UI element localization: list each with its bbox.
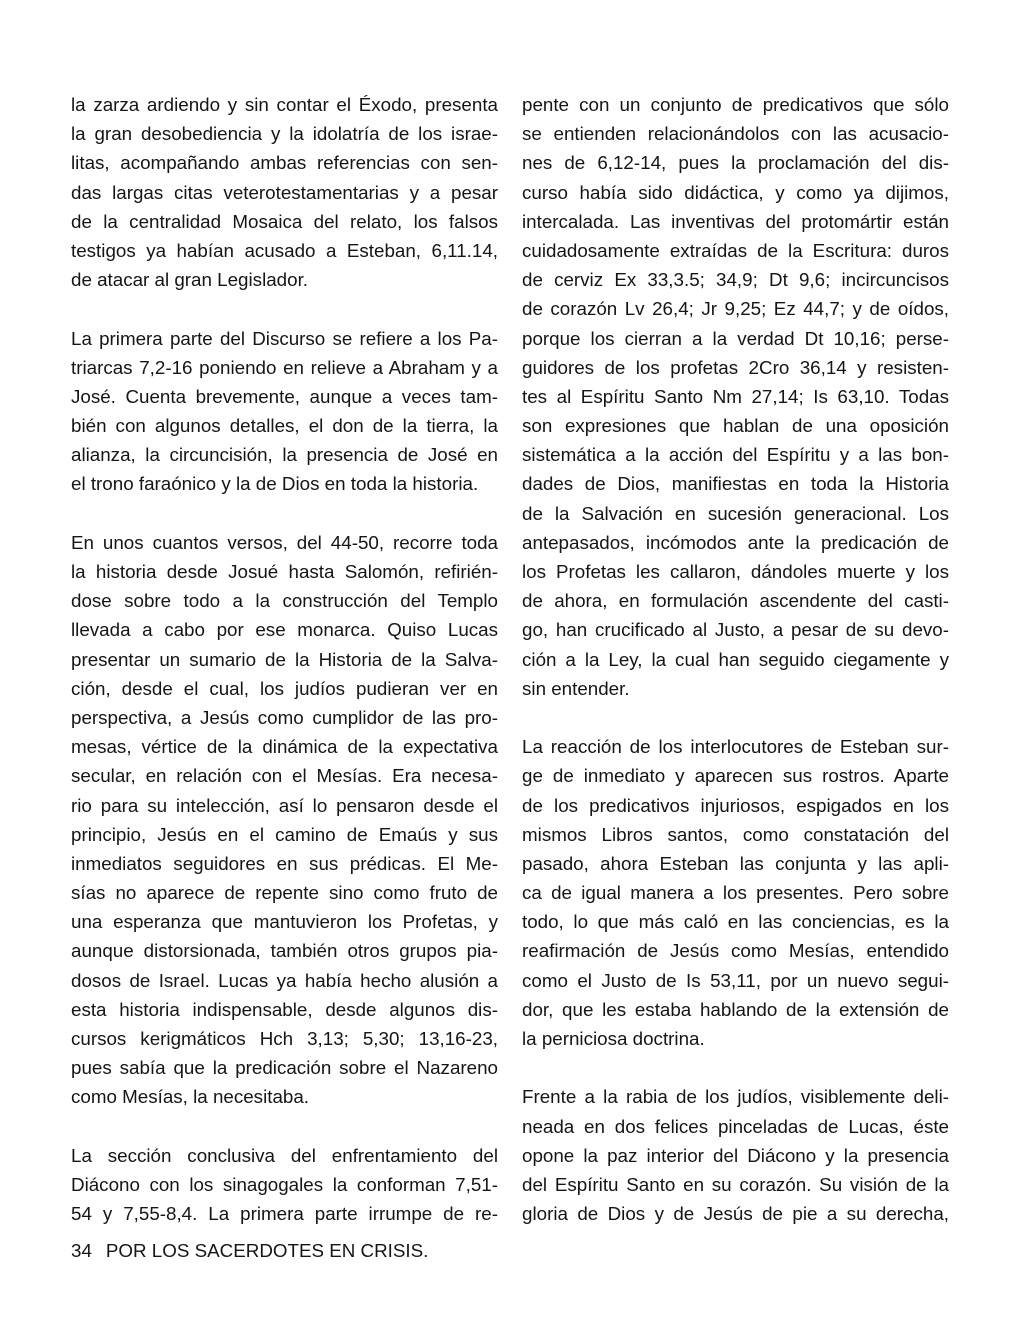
text-line: el trono faraónico y la de Dios en toda la historia. [71, 473, 479, 495]
text-line: de atacar al gran Legislador. [71, 269, 309, 291]
paragraph [522, 90, 949, 703]
text-line: dose sobre todo a la construcción del Templo [71, 590, 498, 612]
text-line: de cerviz Ex 33,3.5; 34,9; Dt 9,6; incircuncisos [522, 269, 949, 291]
text-line: go, han crucificado al Justo, a pesar de su devo- [522, 619, 949, 641]
page-footer [71, 1236, 428, 1265]
text-line: los Profetas les callaron, dándoles muerte y los [522, 561, 949, 582]
text-line: rio para su intelección, así lo pensaron desde el [71, 794, 498, 816]
text-line: triarcas 7,2-16 poniendo en relieve a Abraham y a [71, 356, 498, 378]
text-line: ción a la Ley, la cual han seguido ciegamente y [522, 648, 949, 670]
text-line: das largas citas veterotestamentarias y a pesar [71, 181, 498, 203]
text-line: cuidadosamente extraídas de la Escritura: duros [522, 239, 949, 261]
text-line: sías no aparece de repente sino como fruto de [71, 882, 498, 904]
text-line: opone la paz interior del Diácono y la presencia [522, 1144, 949, 1166]
right-column [522, 90, 949, 1258]
text-line: la perniciosa doctrina. [522, 1028, 705, 1049]
text-line: La sección conclusiva del enfrentamiento del [71, 1144, 498, 1166]
text-line: nes de 6,12-14, pues la proclamación del dis- [522, 152, 949, 174]
text-line: secular, en relación con el Mesías. Era necesa- [71, 765, 498, 787]
text-line: alianza, la circuncisión, la presencia de José en [71, 444, 498, 466]
text-line: pasado, ahora Esteban las conjunta y las apli- [522, 852, 949, 874]
text-line: dor, que les estaba hablando de la extensión de [522, 998, 949, 1020]
text-line: neada en dos felices pinceladas de Lucas, éste [522, 1115, 949, 1137]
text-line: aunque distorsionada, también otros grupos pia- [71, 940, 498, 962]
text-line: José. Cuenta brevemente, aunque a veces tam- [71, 385, 498, 407]
text-line: esta historia indispensable, desde algunos dis- [71, 998, 498, 1020]
text-line: de ahora, en formulación ascendente del casti- [522, 590, 949, 612]
text-line: intercalada. Las inventivas del protomártir están [522, 210, 949, 232]
paragraph [71, 528, 498, 1112]
text-line: dosos de Israel. Lucas ya había hecho alusión a [71, 969, 498, 991]
text-line: como el Justo de Is 53,11, por un nuevo segui- [522, 969, 949, 991]
page-number: 34 [71, 1240, 92, 1261]
text-line: todo, lo que más caló en las conciencias, es la [522, 911, 949, 933]
paragraph [71, 1141, 498, 1229]
text-line: tes al Espíritu Santo Nm 27,14; Is 63,10. Todas [522, 385, 949, 407]
text-line: la gran desobediencia y la idolatría de los israe- [71, 123, 498, 145]
text-line: ción, desde el cual, los judíos pudieran ver en [71, 677, 498, 699]
text-line: la historia desde Josué hasta Salomón, refirién- [71, 561, 498, 582]
text-line: gloria de Dios y de Jesús de pie a su derecha, [522, 1203, 949, 1225]
text-line: testigos ya habían acusado a Esteban, 6,11.14, [71, 239, 498, 261]
text-line: curso había sido didáctica, y como ya dijimos, [522, 181, 949, 203]
paragraph [522, 732, 949, 1053]
text-line: ca de igual manera a los presentes. Pero sobre [522, 882, 949, 904]
text-line: porque los cierran a la verdad Dt 10,16; perse- [522, 327, 949, 349]
text-line: pente con un conjunto de predicativos que sólo [522, 94, 949, 115]
text-line: mismos Libros santos, como constatación del [522, 823, 949, 845]
text-line: de la Salvación en sucesión generacional. Los [522, 502, 949, 524]
text-line: sin entender. [522, 677, 630, 699]
text-line: sistemática a la acción del Espíritu y a las bon- [522, 444, 949, 466]
text-line: como Mesías, la necesitaba. [71, 1086, 310, 1108]
paragraph [71, 324, 498, 499]
text-line: Diácono con los sinagogales la conforman 7,51- [71, 1173, 498, 1195]
text-line: una esperanza que mantuvieron los Profetas, y [71, 911, 498, 933]
text-line: inmediatos seguidores en sus prédicas. El Me- [71, 852, 498, 874]
text-line: guidores de los profetas 2Cro 36,14 y resisten- [522, 356, 949, 378]
text-line: dades de Dios, manifiestas en toda la Historia [522, 473, 949, 495]
text-line: cursos kerigmáticos Hch 3,13; 5,30; 13,16-23, [71, 1028, 498, 1049]
text-line: La reacción de los interlocutores de Esteban sur- [522, 736, 949, 758]
text-line: En unos cuantos versos, del 44-50, recorre toda [71, 531, 498, 553]
text-line: reafirmación de Jesús como Mesías, entendido [522, 940, 949, 962]
text-line: de corazón Lv 26,4; Jr 9,25; Ez 44,7; y de oídos, [522, 298, 949, 320]
text-line: se entienden relacionándolos con las acusacio- [522, 123, 949, 145]
text-line: son expresiones que hablan de una oposición [522, 415, 949, 437]
paragraph [522, 1082, 949, 1228]
text-line: La primera parte del Discurso se refiere a los Pa- [71, 327, 498, 349]
text-line: perspectiva, a Jesús como cumplidor de las pro- [71, 706, 498, 728]
left-column [71, 90, 498, 1258]
text-line: Frente a la rabia de los judíos, visiblemente deli- [522, 1086, 949, 1108]
text-line: pues sabía que la predicación sobre el Nazareno [71, 1057, 498, 1079]
text-line: de la centralidad Mosaica del relato, los falsos [71, 210, 498, 232]
running-title: POR LOS SACERDOTES EN CRISIS. [105, 1240, 429, 1261]
text-line: principio, Jesús en el camino de Emaús y sus [71, 823, 498, 845]
text-line: 54 y 7,55-8,4. La primera parte irrumpe de re- [71, 1203, 498, 1225]
text-line: antepasados, incómodos ante la predicación de [522, 531, 949, 553]
text-line: ge de inmediato y aparecen sus rostros. Aparte [522, 765, 949, 787]
text-line: bién con algunos detalles, el don de la tierra, la [71, 415, 498, 437]
paragraph [71, 90, 498, 294]
text-line: de los predicativos injuriosos, espigados en los [522, 794, 949, 816]
text-line: presentar un sumario de la Historia de la Salva- [71, 648, 498, 670]
text-line: mesas, vértice de la dinámica de la expectativa [71, 736, 498, 758]
text-line: la zarza ardiendo y sin contar el Éxodo, presenta [71, 94, 498, 115]
text-line: del Espíritu Santo en su corazón. Su visión de la [522, 1173, 949, 1195]
text-line: llevada a cabo por ese monarca. Quiso Lucas [71, 619, 498, 641]
text-line: litas, acompañando ambas referencias con sen- [71, 152, 498, 174]
